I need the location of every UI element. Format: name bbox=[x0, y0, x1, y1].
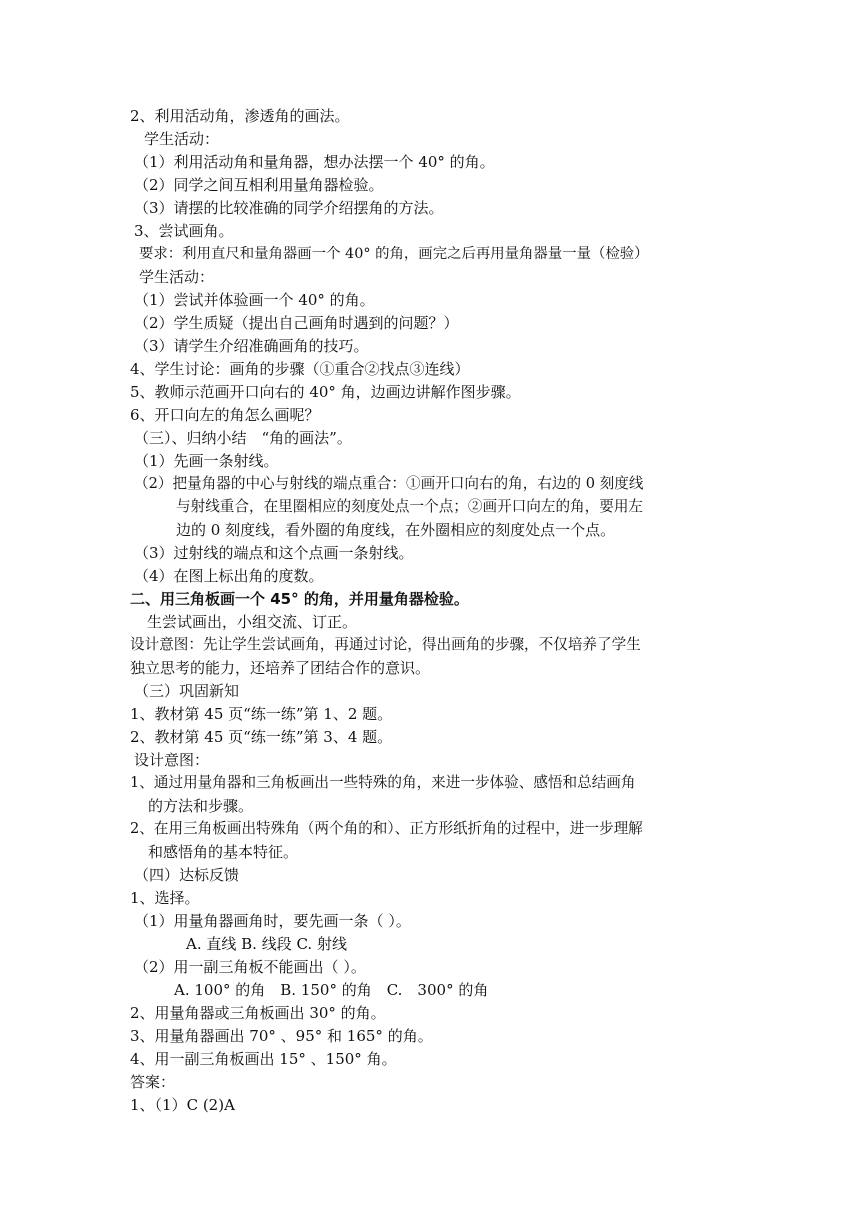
text-line: 2、利用活动角，渗透角的画法。 bbox=[130, 107, 350, 125]
text-line: 设计意图： bbox=[134, 751, 210, 769]
text-line: 1、通过用量角器和三角板画出一些特殊的角，来进一步体验、感悟和总结画角 bbox=[130, 774, 636, 791]
text-line: （2）学生质疑（提出自己画角时遇到的问题？） bbox=[134, 314, 459, 332]
text-line: （2）把量角器的中心与射线的端点重合：①画开口向右的角，右边的 0 刻度线 bbox=[134, 475, 644, 492]
text-line: （2）用一副三角板不能画出（ ）。 bbox=[134, 958, 366, 976]
text-line: 3、用量角器画出 70° 、95° 和 165° 的角。 bbox=[130, 1027, 433, 1045]
text-line: （2）同学之间互相利用量角器检验。 bbox=[134, 176, 384, 194]
text-line: （3）过射线的端点和这个点画一条射线。 bbox=[134, 544, 414, 562]
text-line: （1）先画一条射线。 bbox=[134, 452, 279, 470]
text-line: 5、教师示范画开口向右的 40° 角，边画边讲解作图步骤。 bbox=[130, 383, 521, 401]
text-line: 1、（1）C (2)A bbox=[130, 1096, 235, 1114]
text-line: 学生活动： bbox=[139, 268, 215, 286]
text-line: A. 100° 的角 B. 150° 的角 C. 300° 的角 bbox=[174, 981, 489, 999]
text-line: 边的 0 刻度线，看外圈的角度线，在外圈相应的刻度处点一个点。 bbox=[176, 521, 616, 539]
text-line: 独立思考的能力，还培养了团结合作的意识。 bbox=[130, 659, 431, 677]
section-heading: （四）达标反馈 bbox=[134, 866, 240, 884]
text-line: （1）利用活动角和量角器，想办法摆一个 40° 的角。 bbox=[134, 153, 495, 171]
text-line: 3、尝试画角。 bbox=[134, 222, 234, 240]
text-line: 1、教材第 45 页“练一练”第 1、2 题。 bbox=[130, 705, 393, 723]
text-line: 2、教材第 45 页“练一练”第 3、4 题。 bbox=[130, 728, 393, 746]
text-line: 要求：利用直尺和量角器画一个 40° 的角，画完之后再用量角器量一量（检验） bbox=[139, 246, 649, 262]
text-line: A. 直线 B. 线段 C. 射线 bbox=[186, 935, 347, 953]
text-line: 答案： bbox=[130, 1073, 176, 1091]
text-line: （3）请摆的比较准确的同学介绍摆角的方法。 bbox=[134, 199, 444, 217]
text-line: 4、学生讨论：画角的步骤（①重合②找点③连线） bbox=[130, 360, 470, 378]
text-line: 和感悟角的基本特征。 bbox=[148, 843, 299, 861]
text-line: 设计意图：先让学生尝试画角，再通过讨论，得出画角的步骤，不仅培养了学生 bbox=[130, 636, 641, 653]
text-line: （1）用量角器画角时，要先画一条（ ）。 bbox=[134, 912, 411, 930]
text-line: 4、用一副三角板画出 15° 、150° 角。 bbox=[130, 1050, 397, 1068]
text-line: （3）请学生介绍准确画角的技巧。 bbox=[134, 337, 369, 355]
text-line: 2、在用三角板画出特殊角（两个角的和）、正方形纸折角的过程中，进一步理解 bbox=[130, 820, 643, 837]
text-line: 6、开口向左的角怎么画呢？ bbox=[130, 406, 320, 424]
text-line: 的方法和步骤。 bbox=[148, 797, 254, 815]
text-line: 与射线重合，在里圈相应的刻度处点一个点；②画开口向左的角，要用左 bbox=[176, 498, 644, 515]
text-line: 2、用量角器或三角板画出 30° 的角。 bbox=[130, 1004, 386, 1022]
section-heading: 二、用三角板画一个 45° 的角，并用量角器检验。 bbox=[130, 590, 469, 608]
text-line: （4）在图上标出角的度数。 bbox=[134, 567, 324, 585]
section-heading: （三）、归纳小结 “角的画法”。 bbox=[134, 429, 352, 447]
text-line: （1）尝试并体验画一个 40° 的角。 bbox=[134, 291, 375, 309]
text-line: 生尝试画出，小组交流、订正。 bbox=[147, 613, 358, 631]
text-line: 1、选择。 bbox=[130, 889, 200, 907]
text-line: 学生活动： bbox=[144, 130, 220, 148]
section-heading: （三）巩固新知 bbox=[134, 682, 240, 700]
